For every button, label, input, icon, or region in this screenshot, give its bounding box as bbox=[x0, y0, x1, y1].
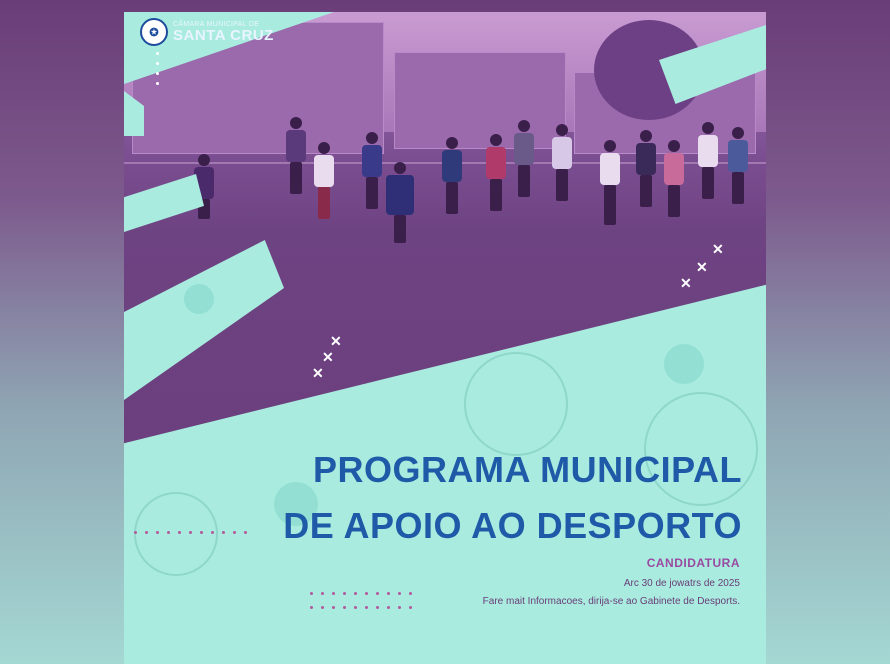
title-line-2: DE APOIO AO DESPORTO bbox=[283, 505, 742, 546]
municipal-logo bbox=[140, 18, 274, 46]
deadline-text: Arc 30 de jowatrs de 2025 bbox=[623, 578, 740, 589]
contact-info-text: Fare mait Informacoes, dirija-se ao Gabinete de Desports. bbox=[482, 596, 740, 607]
photo-kid bbox=[486, 134, 506, 211]
dots-row-decoration bbox=[310, 592, 412, 595]
photo-kid bbox=[552, 124, 572, 201]
photo-kid bbox=[514, 120, 534, 197]
photo-kid bbox=[314, 142, 334, 219]
x-mark-icon: ✕ bbox=[696, 259, 708, 275]
photo-kid bbox=[286, 117, 306, 194]
blob-decoration bbox=[664, 344, 704, 384]
blob-decoration bbox=[184, 284, 214, 314]
x-mark-icon: ✕ bbox=[330, 333, 342, 349]
ball-outline-decoration bbox=[464, 352, 568, 456]
poster bbox=[124, 12, 766, 664]
photo-kid bbox=[664, 140, 684, 217]
dots-row-decoration bbox=[310, 606, 412, 609]
title-line-1: PROGRAMA MUNICIPAL bbox=[313, 449, 742, 490]
dots-vertical-decoration bbox=[156, 52, 159, 85]
x-mark-icon: ✕ bbox=[712, 241, 724, 257]
photo-kid bbox=[636, 130, 656, 207]
photo-kid bbox=[698, 122, 718, 199]
x-mark-icon: ✕ bbox=[322, 349, 334, 365]
municipal-crest-icon: ✪ bbox=[140, 18, 168, 46]
logo-big-text: SANTA CRUZ bbox=[173, 27, 274, 44]
photo-kid bbox=[362, 132, 382, 209]
x-mark-icon: ✕ bbox=[680, 275, 692, 291]
logo-text bbox=[173, 21, 274, 43]
photo-kid bbox=[442, 137, 462, 214]
logo-small-text: CÂMARA MUNICIPAL DE bbox=[173, 21, 260, 28]
x-mark-icon: ✕ bbox=[312, 365, 324, 381]
dots-row-decoration bbox=[134, 531, 247, 534]
candidatura-label: CANDIDATURA bbox=[646, 556, 740, 570]
photo-kid bbox=[728, 127, 748, 204]
photo-kid bbox=[386, 162, 414, 243]
photo-building-center bbox=[394, 52, 566, 149]
photo-kid bbox=[600, 140, 620, 225]
